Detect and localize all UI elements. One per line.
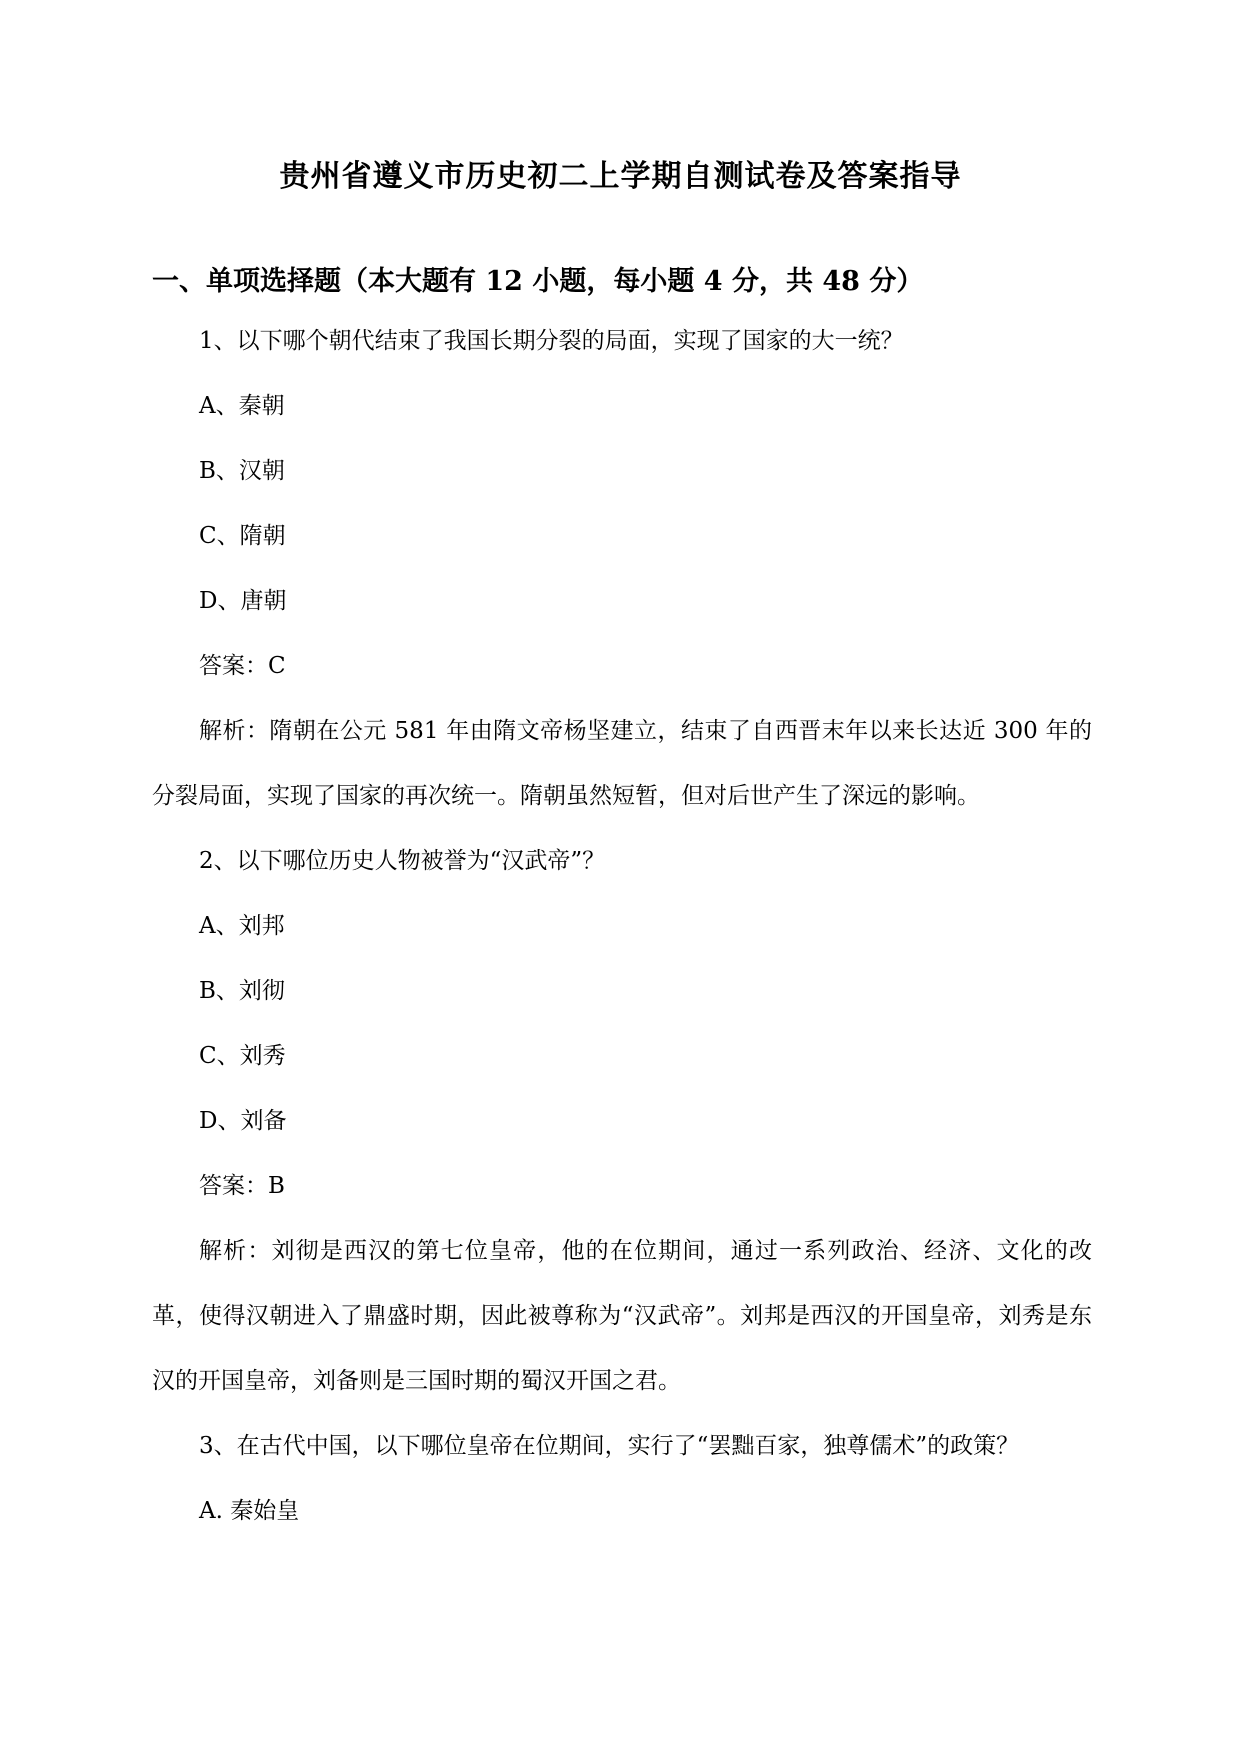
- question-block-2: [152, 829, 1092, 1414]
- section-title: 一、单项选择题（本大题有 12 小题，每小题 4 分，共 48 分）: [152, 266, 924, 297]
- option-d: D、刘备: [199, 1108, 287, 1134]
- option-b: B、刘彻: [199, 978, 285, 1004]
- option-c: C、刘秀: [199, 1043, 286, 1069]
- question-stem: 1、以下哪个朝代结束了我国长期分裂的局面，实现了国家的大一统？: [199, 328, 904, 354]
- option-c: C、隋朝: [199, 523, 286, 549]
- option-a: A、刘邦: [199, 913, 285, 939]
- option-b: B、汉朝: [199, 458, 285, 484]
- answer-text: 答案：C: [199, 653, 286, 679]
- question-block-1: [152, 309, 1092, 829]
- option-a: A、秦朝: [199, 393, 285, 419]
- analysis-paragraph: 解析：隋朝在公元 581 年由隋文帝杨坚建立，结束了自西晋末年以来长达近 300 年的分裂局面，实现了国家的再次统一。隋朝虽然短暂，但对后世产生了深远的影响。: [152, 718, 1092, 809]
- document-title: 贵州省遵义市历史初二上学期自测试卷及答案指导: [279, 159, 962, 194]
- analysis-paragraph: 解析：刘彻是西汉的第七位皇帝，他的在位期间，通过一系列政治、经济、文化的改革，使得汉朝进入了鼎盛时期，因此被尊称为“汉武帝”。刘邦是西汉的开国皇帝，刘秀是东汉的开国皇帝，刘备则是三国时期的蜀汉开国之君。: [152, 1238, 1092, 1394]
- option-d: D、唐朝: [199, 588, 287, 614]
- answer-text: 答案：B: [199, 1173, 285, 1199]
- option-a: A. 秦始皇: [199, 1498, 300, 1524]
- question-stem: 2、以下哪位历史人物被誉为“汉武帝”？: [199, 848, 606, 874]
- question-stem: 3、在古代中国，以下哪位皇帝在位期间，实行了“罢黜百家，独尊儒术”的政策？: [199, 1433, 1020, 1459]
- question-block-3: [152, 1414, 1092, 1544]
